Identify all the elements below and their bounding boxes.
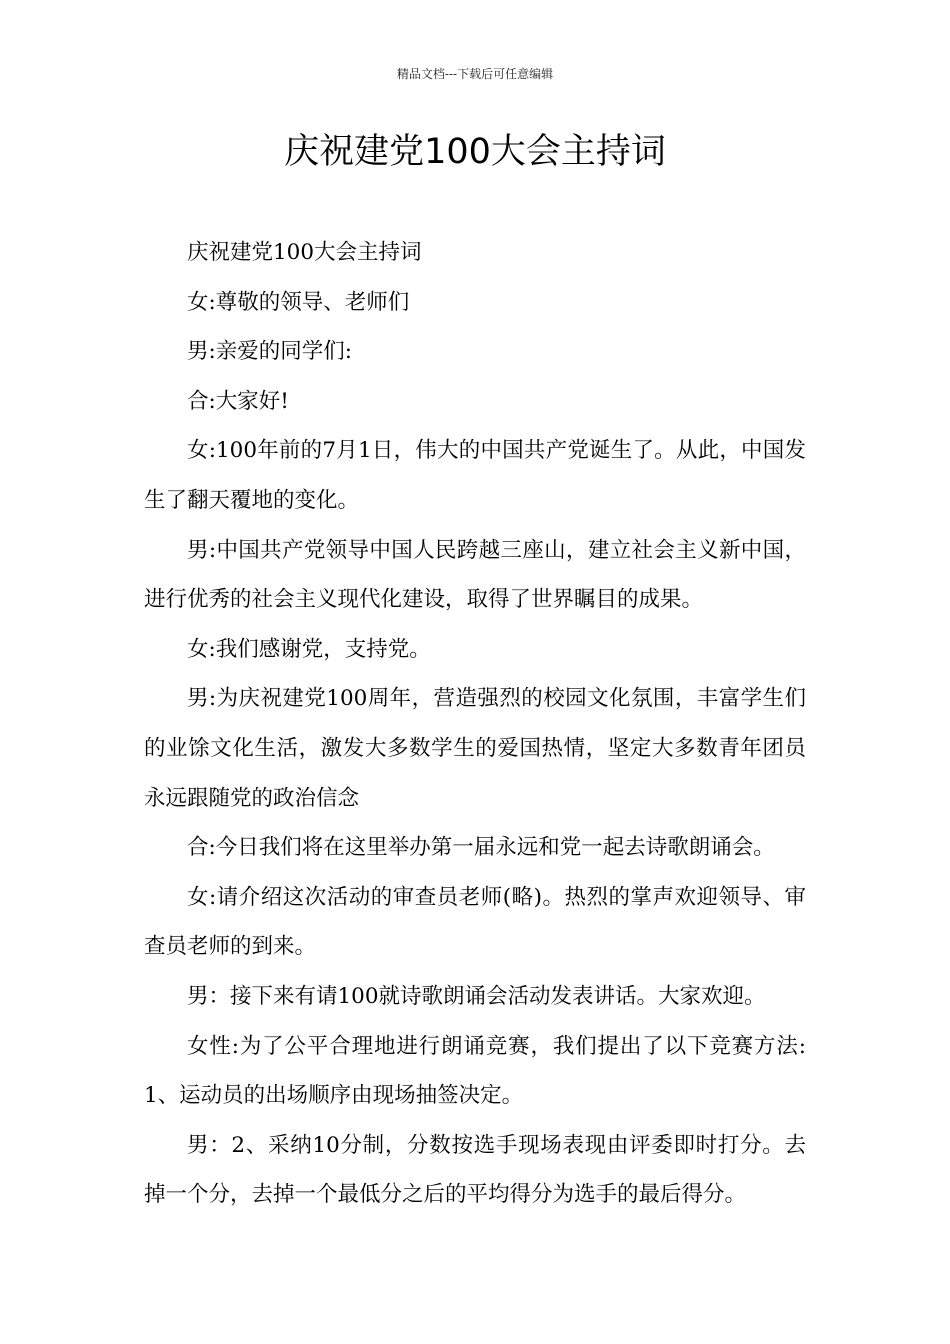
paragraph: 庆祝建党100大会主持词 (187, 240, 422, 265)
paragraph: 女:请介绍这次活动的审查员老师(略)。热烈的掌声欢迎领导、审查员老师的到来。 (144, 884, 806, 960)
document-body (144, 228, 806, 1220)
document-title: 庆祝建党100大会主持词 (284, 132, 666, 172)
paragraph: 男:为庆祝建党100周年，营造强烈的校园文化氛围，丰富学生们的业馀文化生活，激发大多数学生的爱国热情，坚定大多数青年团员永远跟随党的政治信念 (144, 686, 806, 811)
paragraph: 男:中国共产党领导中国人民跨越三座山，建立社会主义新中国，进行优秀的社会主义现代化建设，取得了世界瞩目的成果。 (144, 537, 806, 613)
paragraph: 男：接下来有请100就诗歌朗诵会活动发表讲话。大家欢迎。 (187, 983, 766, 1009)
paragraph: 合:今日我们将在这里举办第一届永远和党一起去诗歌朗诵会。 (187, 835, 775, 861)
paragraph: 女:我们感谢党，支持党。 (187, 636, 431, 662)
paragraph: 男：2、采纳10分制，分数按选手现场表现由评委即时打分。去掉一个分，去掉一个最低分之后的平均得分为选手的最后得分。 (144, 1132, 806, 1208)
header-note: 精品文档---下载后可任意编辑 (396, 67, 554, 81)
paragraph: 男:亲爱的同学们: (187, 339, 352, 365)
paragraph: 合:大家好! (187, 388, 289, 414)
paragraph: 女性:为了公平合理地进行朗诵竞赛，我们提出了以下竞赛方法:1、运动员的出场顺序由现场抽签决定。 (144, 1033, 806, 1109)
paragraph: 女:尊敬的领导、老师们 (187, 289, 410, 315)
paragraph: 女:100年前的7月1日，伟大的中国共产党诞生了。从此，中国发生了翻天覆地的变化。 (144, 438, 806, 513)
